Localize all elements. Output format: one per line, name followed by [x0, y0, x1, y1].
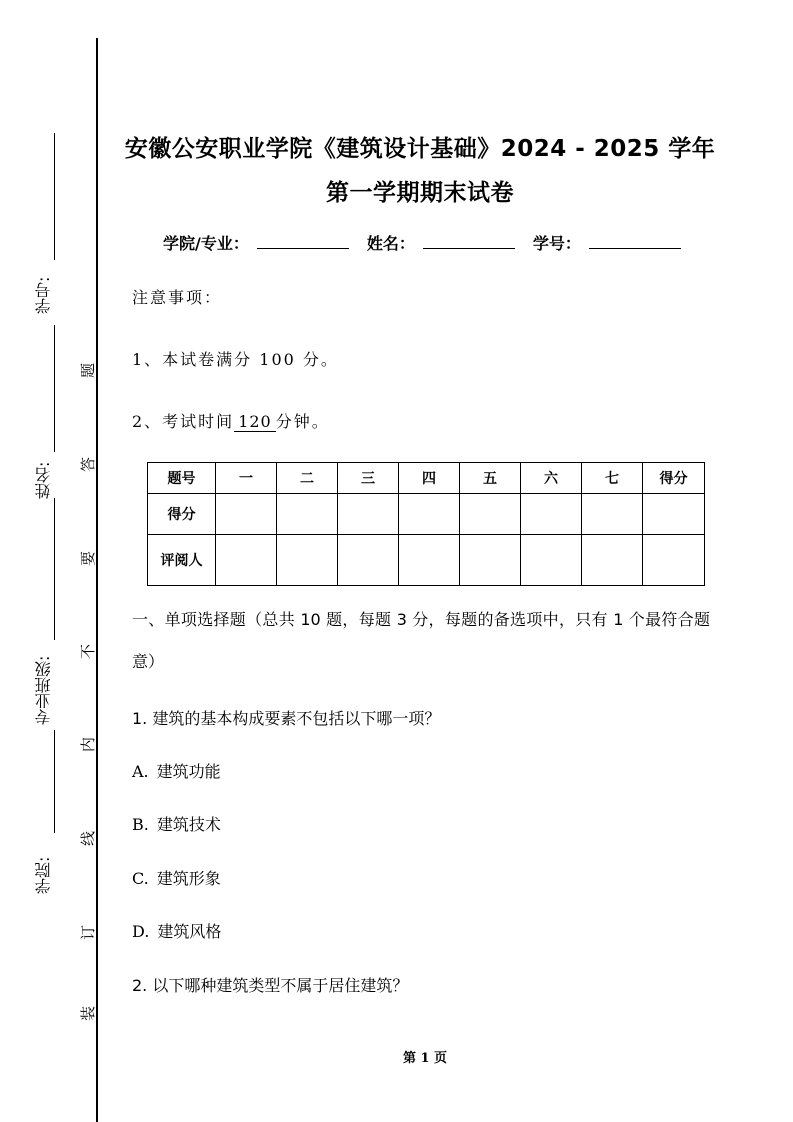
note-item: 1、本试卷满分 100 分。: [132, 350, 339, 369]
exam-title-line1: 安徽公安职业学院《建筑设计基础》2024 - 2025 学年: [124, 136, 716, 162]
score-cell[interactable]: [338, 494, 399, 535]
score-cell[interactable]: [521, 494, 582, 535]
row-label: 得分: [148, 494, 216, 535]
page-number: 第 1 页: [402, 1051, 448, 1066]
score-cell[interactable]: [460, 494, 521, 535]
score-table: [147, 462, 705, 586]
option-text: 建筑功能: [156, 762, 221, 781]
student-id-blank-line: [54, 133, 55, 260]
option-letter: B.: [132, 815, 149, 834]
reviewer-cell[interactable]: [216, 535, 277, 586]
score-cell[interactable]: [643, 494, 705, 535]
table-header-cell: 四: [399, 463, 460, 494]
table-header-cell: 七: [582, 463, 643, 494]
table-header-cell: 一: [216, 463, 277, 494]
option-b: [132, 812, 221, 835]
table-header-cell: 三: [338, 463, 399, 494]
option-letter: C.: [132, 869, 149, 888]
reviewer-cell[interactable]: [582, 535, 643, 586]
option-c: [132, 866, 221, 889]
table-header-cell: 题号: [148, 463, 216, 494]
reviewer-cell[interactable]: [277, 535, 338, 586]
table-header-cell: 二: [277, 463, 338, 494]
name-field[interactable]: [423, 232, 515, 249]
reviewer-cell[interactable]: [338, 535, 399, 586]
major-class-blank-line: [54, 730, 55, 833]
time-suffix: 分钟。: [275, 412, 330, 431]
seal-char: 内: [79, 736, 98, 753]
reviewer-cell[interactable]: [521, 535, 582, 586]
seal-char: 题: [79, 362, 98, 379]
table-row: [148, 535, 705, 586]
college-major-label: 学院/专业：: [163, 234, 249, 253]
college-major-field[interactable]: [257, 232, 349, 249]
row-label: 评阅人: [148, 535, 216, 586]
table-header-cell: 得分: [643, 463, 705, 494]
option-a: [132, 759, 221, 782]
binding-line: [96, 38, 98, 1122]
name-label: 姓名：: [366, 234, 415, 253]
seal-char: 答: [79, 456, 98, 473]
reviewer-cell[interactable]: [460, 535, 521, 586]
name-label: 姓名:: [34, 461, 53, 499]
name-blank-line: [54, 498, 55, 640]
table-row: [148, 494, 705, 535]
college-label: 学院:: [34, 856, 53, 894]
score-cell[interactable]: [582, 494, 643, 535]
seal-char: 线: [79, 830, 98, 847]
section-heading: 一、单项选择题（总共 10 题，每题 3 分，每题的备选项中，只有 1 个最符合题意）: [132, 610, 710, 671]
seal-char: 装: [79, 1005, 98, 1022]
option-text: 建筑形象: [156, 869, 221, 888]
table-header-row: [148, 463, 705, 494]
student-info-row: [163, 231, 691, 254]
seal-char: 要: [79, 550, 98, 567]
question-stem: 1. 建筑的基本构成要素不包括以下哪一项？: [132, 709, 441, 728]
seal-char: 不: [79, 643, 98, 660]
exam-duration: 120: [234, 412, 276, 432]
option-letter: A.: [132, 762, 149, 781]
table-header-cell: 六: [521, 463, 582, 494]
option-text: 建筑技术: [156, 815, 221, 834]
notes-heading: 注意事项：: [132, 288, 223, 307]
score-cell[interactable]: [277, 494, 338, 535]
table-header-cell: 五: [460, 463, 521, 494]
reviewer-cell[interactable]: [399, 535, 460, 586]
option-text: 建筑风格: [157, 922, 222, 941]
option-d: [132, 919, 221, 942]
reviewer-cell[interactable]: [643, 535, 705, 586]
score-cell[interactable]: [216, 494, 277, 535]
name-blank-line-top: [54, 325, 55, 452]
student-id-label: 学号：: [532, 234, 581, 253]
question-stem: 2. 以下哪种建筑类型不属于居住建筑？: [132, 976, 409, 995]
score-cell[interactable]: [399, 494, 460, 535]
note-item-time: [132, 409, 330, 432]
major-class-label: 专业班级:: [34, 655, 53, 725]
student-id-label: 学号:: [34, 276, 53, 314]
seal-char: 订: [79, 924, 98, 941]
option-letter: D.: [132, 922, 150, 941]
time-prefix: 2、考试时间: [132, 412, 235, 431]
exam-title-line2: 第一学期期末试卷: [326, 180, 514, 206]
student-id-field[interactable]: [589, 232, 681, 249]
